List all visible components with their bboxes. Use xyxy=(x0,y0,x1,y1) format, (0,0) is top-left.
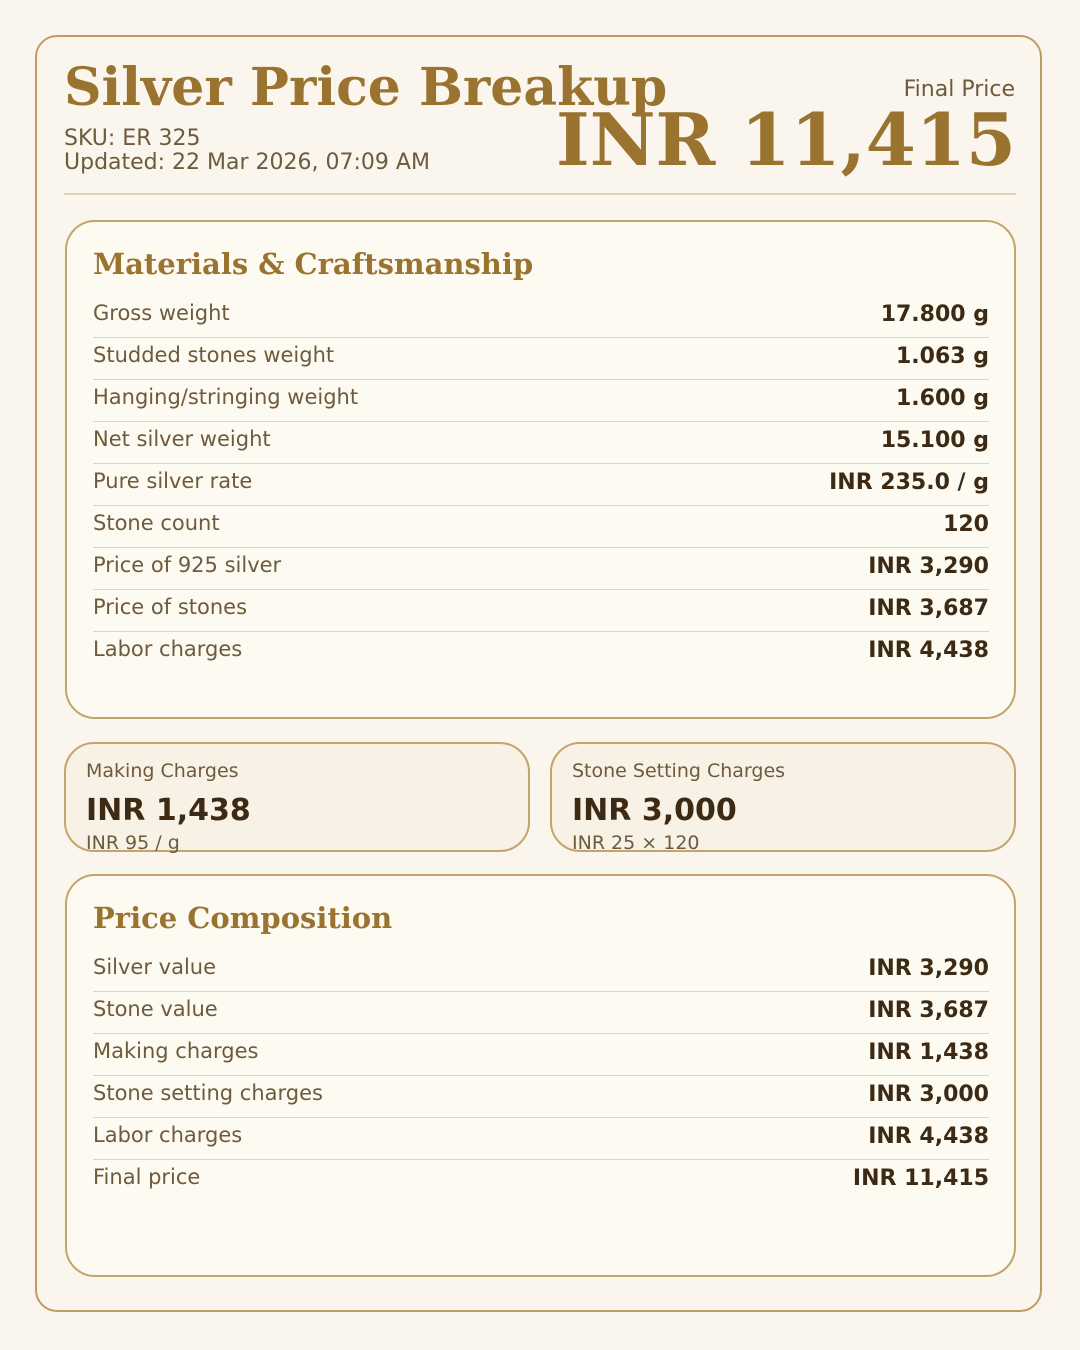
final-price-value: INR 11,415 xyxy=(556,97,1016,182)
materials-row-silver-rate xyxy=(93,464,989,506)
composition-row-labor-charges xyxy=(93,1118,989,1160)
materials-row-stone-count xyxy=(93,506,989,548)
row-value: 1.063 g xyxy=(896,344,989,369)
composition-row-stone-setting-charges xyxy=(93,1076,989,1118)
row-label: Labor charges xyxy=(93,637,243,661)
materials-row-silver-price xyxy=(93,548,989,590)
materials-title: Materials & Craftsmanship xyxy=(93,247,534,281)
page-title: Silver Price Breakup xyxy=(64,57,668,118)
stone-setting-label: Stone Setting Charges xyxy=(572,760,786,782)
row-value: 17.800 g xyxy=(880,302,989,327)
price-composition-card xyxy=(65,874,1016,1277)
header-divider xyxy=(64,193,1016,195)
row-value: INR 11,415 xyxy=(852,1166,989,1191)
row-label: Stone count xyxy=(93,511,220,535)
row-label: Studded stones weight xyxy=(93,343,335,367)
composition-row-silver-value xyxy=(93,950,989,992)
materials-card xyxy=(65,220,1016,719)
row-value: 15.100 g xyxy=(880,428,989,453)
row-label: Stone setting charges xyxy=(93,1081,323,1105)
row-value: INR 3,687 xyxy=(868,596,989,621)
stone-setting-charges-card xyxy=(550,742,1016,852)
materials-row-stones-price xyxy=(93,590,989,632)
row-label: Silver value xyxy=(93,955,217,979)
row-label: Price of 925 silver xyxy=(93,553,282,577)
making-charges-card xyxy=(64,742,530,852)
final-price-label: Final Price xyxy=(903,77,1015,102)
making-charges-value: INR 1,438 xyxy=(86,793,251,828)
composition-row-making-charges xyxy=(93,1034,989,1076)
stone-setting-value: INR 3,000 xyxy=(572,793,737,828)
row-label: Net silver weight xyxy=(93,427,271,451)
making-charges-label: Making Charges xyxy=(86,760,239,782)
making-charges-rate: INR 95 / g xyxy=(86,832,180,854)
stone-setting-rate: INR 25 × 120 xyxy=(572,832,700,854)
updated-timestamp: Updated: 22 Mar 2026, 07:09 AM xyxy=(64,150,430,175)
row-value: INR 3,290 xyxy=(868,956,989,981)
row-value: INR 4,438 xyxy=(868,638,989,663)
row-label: Pure silver rate xyxy=(93,469,253,493)
composition-row-final-price xyxy=(93,1160,989,1202)
row-value: INR 3,000 xyxy=(868,1082,989,1107)
composition-list xyxy=(93,950,989,1202)
row-value: INR 4,438 xyxy=(868,1124,989,1149)
row-value: INR 1,438 xyxy=(868,1040,989,1065)
sku-text: SKU: ER 325 xyxy=(64,126,201,151)
composition-row-stone-value xyxy=(93,992,989,1034)
row-label: Gross weight xyxy=(93,301,230,325)
row-label: Price of stones xyxy=(93,595,248,619)
materials-list xyxy=(93,296,989,674)
row-label: Hanging/stringing weight xyxy=(93,385,359,409)
row-value: INR 3,290 xyxy=(868,554,989,579)
row-label: Final price xyxy=(93,1165,201,1189)
row-value: INR 3,687 xyxy=(868,998,989,1023)
row-value: 120 xyxy=(943,512,989,537)
materials-row-gross-weight xyxy=(93,296,989,338)
row-label: Labor charges xyxy=(93,1123,243,1147)
row-value: INR 235.0 / g xyxy=(829,470,989,495)
materials-row-net-silver-weight xyxy=(93,422,989,464)
materials-row-studded-stones-weight xyxy=(93,338,989,380)
materials-row-labor-charges xyxy=(93,632,989,674)
row-label: Stone value xyxy=(93,997,218,1021)
composition-title: Price Composition xyxy=(93,901,393,935)
row-label: Making charges xyxy=(93,1039,259,1063)
materials-row-hanging-weight xyxy=(93,380,989,422)
row-value: 1.600 g xyxy=(896,386,989,411)
